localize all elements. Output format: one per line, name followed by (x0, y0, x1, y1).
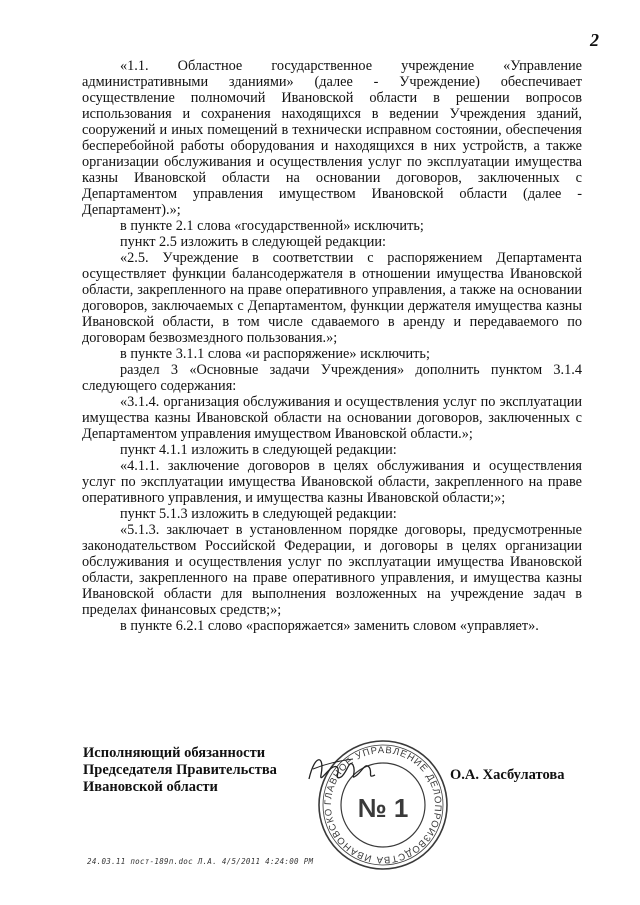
handwritten-signature (303, 745, 383, 795)
signatory-title-line-1: Исполняющий обязанности (83, 745, 266, 761)
file-footer: 24.03.11 пост-189п.doc Л.А. 4/5/2011 4:24:00 PM (87, 857, 314, 866)
paragraph-section-3-intro: раздел 3 «Основные задачи Учреждения» дополнить пунктом 3.1.4 следующего содержания: (82, 362, 582, 394)
handwritten-signature-icon (303, 745, 383, 795)
paragraph-4-1-1-intro: пункт 4.1.1 изложить в следующей редакции: (120, 442, 397, 458)
paragraph-4-1-1: «4.1.1. заключение договоров в целях обслуживания и осуществления услуг по эксплуатации имущества Ивановской области, закрепленного на праве оперативного управления, и имущества казны Ивановской области;»; (82, 458, 582, 506)
paragraph-5-1-3: «5.1.3. заключает в установленном порядке договоры, предусмотренные законодательством Российской Федерации, и договоры в целях организации обслуживания и осуществления услуг по эксплуатации имущества Ивановской области, закрепленного на праве оперативного управления, и имущества казны Ивановской области для выполнения возложенных на учреждение задач в пределах финансовых средств;»; (82, 522, 582, 618)
paragraph-6-2-1-amendment: в пункте 6.2.1 слово «распоряжается» заменить словом «управляет». (120, 618, 539, 634)
paragraph-2-1-amendment: в пункте 2.1 слова «государственной» исключить; (120, 218, 424, 234)
seal-number: № 1 (357, 793, 409, 823)
signature-block (83, 745, 613, 875)
paragraph-1-1: «1.1. Областное государственное учреждение «Управление административными зданиями» (далее - Учреждение) обеспечивает осуществление полномочий Ивановской области в решении вопросов использования и сохранения находящихся в ведении Учреждения зданий, сооружений и иных помещений в технически исправном состоянии, обеспечения бесперебойной работы оборудования и находящихся в них устройств, а также организации обслуживания и осуществления услуг по эксплуатации имущества казны Ивановской области на основании договоров, заключенных с Департаментом управления имуществом Ивановской области (далее - Департамент).»; (82, 58, 582, 218)
signatory-title-line-2: Председателя Правительства (83, 762, 277, 778)
paragraph-2-5-intro: пункт 2.5 изложить в следующей редакции: (120, 234, 387, 250)
paragraph-3-1-4: «3.1.4. организация обслуживания и осуществления услуг по эксплуатации имущества казны Ивановской области на основании договоров, заключенных с Департаментом управления имуществом Ивановской области.»; (82, 394, 582, 442)
signatory-title-line-3: Ивановской области (83, 779, 218, 795)
paragraph-5-1-3-intro: пункт 5.1.3 изложить в следующей редакции: (120, 506, 397, 522)
page-number: 2 (590, 30, 599, 50)
signatory-title (83, 745, 323, 796)
signatory-name: О.А. Хасбулатова (450, 767, 565, 783)
seal-ring-text: ГЛАВНОЕ УПРАВЛЕНИЕ ДЕЛОПРОИЗВОДСТВА ИВАНОВСКО (322, 744, 444, 866)
document-body (82, 58, 582, 634)
paragraph-3-1-1-amendment: в пункте 3.1.1 слова «и распоряжение» исключить; (120, 346, 430, 362)
paragraph-2-5: «2.5. Учреждение в соответствии с распоряжением Департамента осуществляет функции балансодержателя в отношении имущества Ивановской области, закрепленного на праве оперативного управления, а также на основании договоров, заключаемых с Департаментом, функции держателя имущества казны Ивановской области, в том числе сдаваемого в аренду и передаваемого по договорам безвозмездного пользования.»; (82, 250, 582, 346)
